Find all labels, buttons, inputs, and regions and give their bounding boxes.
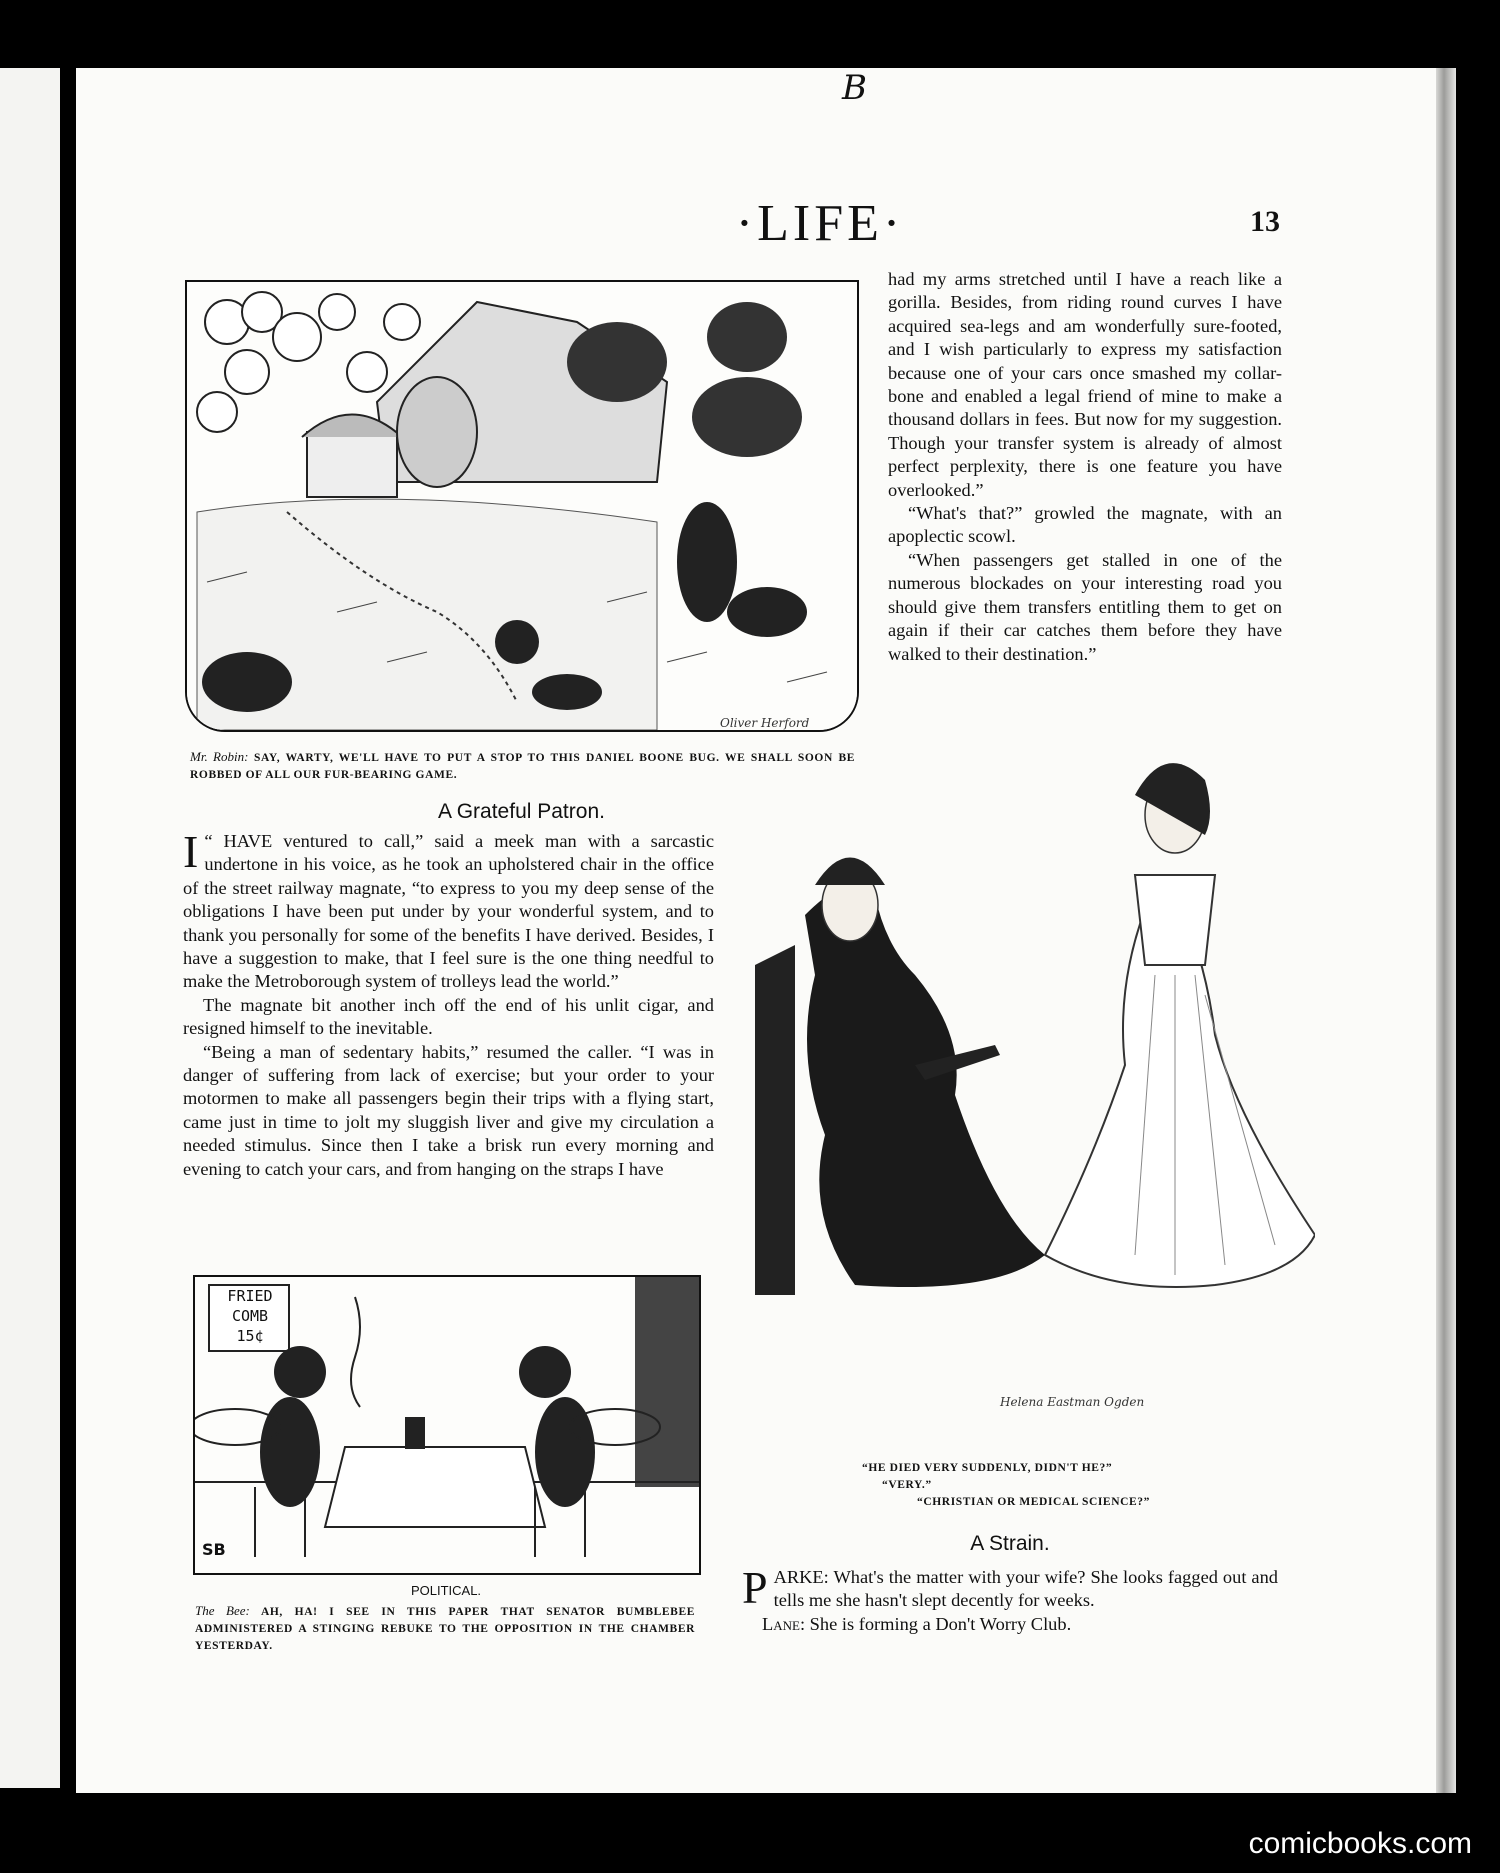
page-number: 13	[1250, 205, 1280, 238]
handwritten-mark: B	[842, 68, 867, 108]
artist-monogram: SB	[202, 1540, 226, 1559]
page-edge-shadow	[1436, 68, 1456, 1793]
paragraph: “What's that?” growled the magnate, with an apoplectic scowl.	[888, 503, 1282, 547]
drop-cap: P	[742, 1562, 768, 1613]
paragraph: Lane: She is forming a Don't Worry Club.	[762, 1613, 1072, 1634]
caption-line: “CHRISTIAN OR MEDICAL SCIENCE?”	[917, 1496, 1150, 1508]
article-body-left	[183, 830, 714, 1250]
caption-text: SAY, WARTY, WE'LL HAVE TO PUT A STOP TO THIS DANIEL BOONE BUG. WE SHALL SOON BE ROBBED OF ALL OUR FUR-BEARING GAME.	[190, 752, 855, 781]
paragraph: “When passengers get stalled in one of the numerous blockades on your interesting road you should give them transfers entitling them to get on again if their car catches them before they have walked to their destination.”	[888, 549, 1282, 664]
ladies-caption	[862, 1460, 1150, 1511]
caption-line: “HE DIED VERY SUDDENLY, DIDN'T HE?”	[862, 1462, 1113, 1474]
caption-speaker: The Bee:	[195, 1603, 250, 1618]
article-body-strain	[742, 1562, 1278, 1636]
article-body-right	[888, 268, 1282, 666]
menu-sign	[212, 1286, 288, 1346]
speaker: ARKE:	[773, 1567, 829, 1587]
previous-page-edge	[0, 68, 60, 1788]
sign-line: COMB	[231, 1307, 269, 1325]
paragraph: I “ HAVE ventured to call,” said a meek man with a sarcastic undertone in his voice, as he took an upholstered chair in the office of the street railway magnate, “to express to you my deep sense of the obligations I have been put under by your wonderful system, and to thank you personally for some of the benefits I have derived. Besides, I have a suggestion to make, that I feel sure is the one thing needful to make the Metroborough system of trolleys lead the world.”	[183, 830, 714, 992]
paragraph: The magnate bit another inch off the end of his unlit cigar, and resigned himself to the inevitable.	[183, 994, 714, 1039]
site-watermark: comicbooks.com	[1248, 1827, 1472, 1860]
cartoon-signature: Oliver Herford	[720, 716, 810, 730]
paragraph: had my arms stretched until I have a reach like a gorilla. Besides, from riding round curves I have acquired sea-legs and am wonderfully sure-footed, and I wish particularly to express my satisfaction because one of your cars once smashed my collar-bone and enabled a legal friend of mine to make a thousand dollars in fees. But now for my suggestion. Though your transfer system is already of almost perfect perplexity, there is one feature you have overlooked.”	[888, 269, 1282, 500]
robin-cartoon-illustration	[185, 280, 859, 732]
bee-cartoon-caption	[195, 1602, 695, 1655]
caption-text: AH, HA! I SEE IN THIS PAPER THAT SENATOR BUMBLEBEE ADMINISTERED A STINGING REBUKE TO THE OPPOSITION IN THE CHAMBER YESTERDAY.	[195, 1606, 695, 1652]
caption-speaker: Mr. Robin:	[190, 749, 249, 764]
sign-line: 15¢	[236, 1327, 264, 1345]
drop-cap: I	[183, 830, 199, 877]
speaker: Lane:	[762, 1613, 806, 1634]
caption-line: “VERY.”	[882, 1479, 932, 1491]
bee-cartoon-title: POLITICAL.	[410, 1583, 482, 1598]
illustration-signature: Helena Eastman Ogden	[1000, 1395, 1145, 1409]
two-ladies-illustration	[735, 735, 1315, 1425]
paragraph: “Being a man of sedentary habits,” resumed the caller. “I was in danger of suffering from lack of exercise; but your order to your motormen to make all passengers begin their trips with a flying start, came just in time to jolt my sluggish liver and give my circulation a needed stimulus. Since then I take a brisk run every morning and evening to catch your cars, and from hanging on the straps I have	[183, 1041, 714, 1179]
paragraph: PARKE: What's the matter with your wife? She looks fagged out and tells me she hasn't slept decently for weeks.	[742, 1562, 1278, 1613]
masthead-title: ·LIFE·	[735, 195, 905, 252]
sign-line: FRIED	[227, 1287, 273, 1305]
article-title-strain: A Strain.	[970, 1532, 1050, 1555]
article-title-grateful-patron: A Grateful Patron.	[438, 800, 605, 823]
